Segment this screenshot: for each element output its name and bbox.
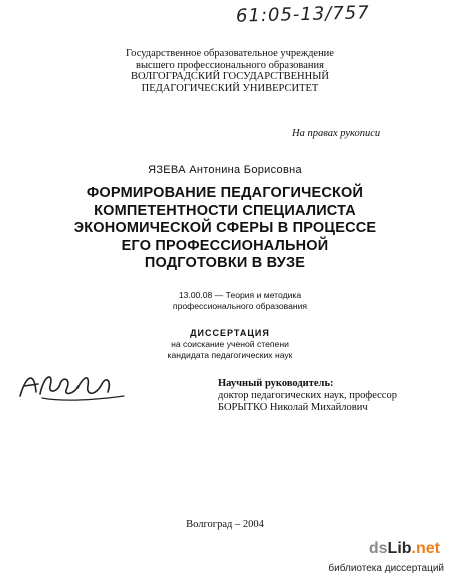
title-line-2: КОМПЕТЕНТНОСТИ СПЕЦИАЛИСТА <box>94 202 356 219</box>
logo-ds: ds <box>368 540 388 557</box>
logo-lib: Lib <box>387 540 412 557</box>
city-year: Волгоград – 2004 <box>186 519 264 530</box>
specialty-line-2: профессионального образования <box>172 301 308 311</box>
institution-line-3: ВОЛГОГРАДСКИЙ ГОСУДАРСТВЕННЫЙ <box>131 71 329 82</box>
dslib-logo <box>369 540 440 558</box>
logo-net: .net <box>411 540 440 557</box>
degree-line-2: кандидата педагогических наук <box>167 350 293 360</box>
supervisor-name: БОРЫТКО Николай Михайлович <box>218 402 368 413</box>
rights-note: На правах рукописи <box>292 128 381 139</box>
dslib-watermark[interactable] <box>330 534 450 582</box>
dissertation-heading: ДИССЕРТАЦИЯ <box>190 328 270 338</box>
institution-line-2: высшего профессионального образования <box>136 59 324 71</box>
institution-line-4: ПЕДАГОГИЧЕСКИЙ УНИВЕРСИТЕТ <box>141 82 319 94</box>
degree-line-1: на соискание ученой степени <box>171 339 289 349</box>
specialty-line-1: 13.00.08 — Теория и методика <box>178 290 302 300</box>
supervisor-block <box>218 378 397 414</box>
title-line-4: ЕГО ПРОФЕССИОНАЛЬНОЙ <box>121 237 329 254</box>
handwritten-signature <box>14 366 132 406</box>
dissertation-degree-block <box>120 328 340 361</box>
title-line-3: ЭКОНОМИЧЕСКОЙ СФЕРЫ В ПРОЦЕССЕ <box>73 220 377 236</box>
watermark-subtitle: библиотека диссертаций <box>328 563 444 574</box>
title-line-1: ФОРМИРОВАНИЕ ПЕДАГОГИЧЕСКОЙ <box>86 185 364 201</box>
institution-block <box>100 48 360 94</box>
dissertation-title <box>20 185 430 273</box>
supervisor-label: Научный руководитель: <box>218 378 334 389</box>
title-line-5: ПОДГОТОВКИ В ВУЗЕ <box>144 255 306 271</box>
author-name: ЯЗЕВА Антонина Борисовна <box>148 164 302 176</box>
specialty-code <box>140 290 340 312</box>
archive-code-handwritten: 61:05-13/757 <box>235 2 370 27</box>
institution-line-1: Государственное образовательное учреждение <box>126 48 334 59</box>
supervisor-degree: доктор педагогических наук, профессор <box>218 390 397 401</box>
